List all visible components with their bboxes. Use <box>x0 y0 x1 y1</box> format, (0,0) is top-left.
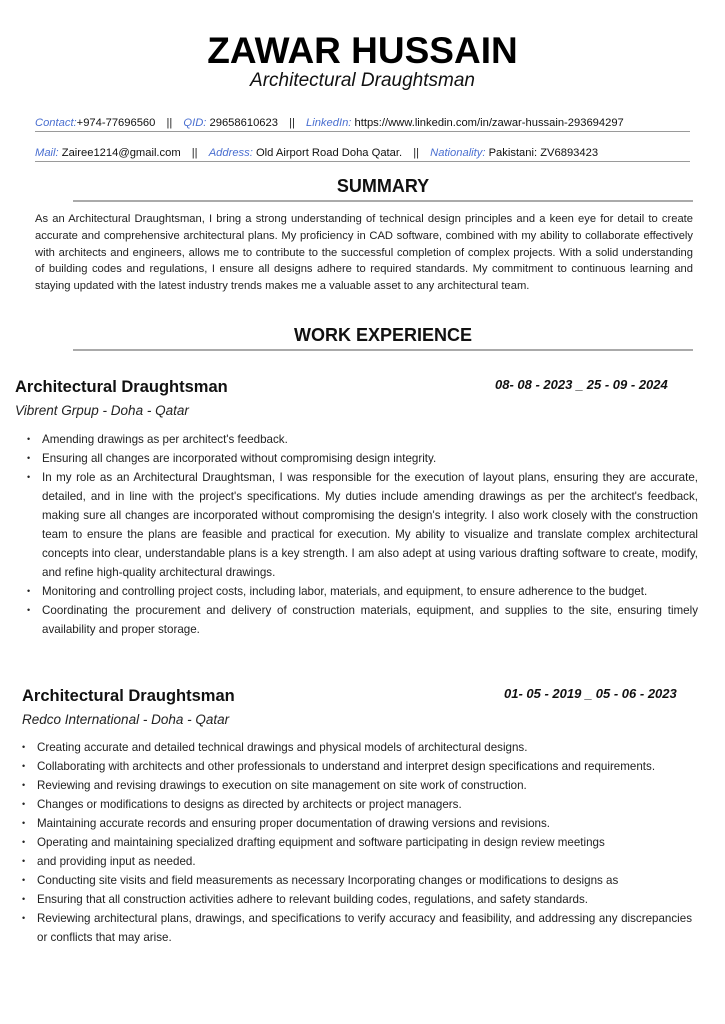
qid-value: 29658610623 <box>209 117 278 129</box>
job-title: Architectural Draughtsman <box>22 687 235 705</box>
bullet-item: • Collaborating with architects and other professionals to understand and interpret design specifications and requirements. <box>22 757 692 776</box>
address-label: Address: <box>208 147 253 159</box>
separator: || <box>166 117 173 129</box>
bullet-item: • Reviewing architectural plans, drawings, and specifications to verify accuracy and feasibility, and addressing any discrepancies or conflicts that may arise. <box>22 909 692 947</box>
job-dates: 08- 08 - 2023 _ 25 - 09 - 2024 <box>495 377 668 392</box>
job-dates: 01- 05 - 2019 _ 05 - 06 - 2023 <box>504 686 677 701</box>
bullet-item: • Amending drawings as per architect's feedback. <box>27 430 698 449</box>
bullet-item: • Reviewing and revising drawings to execution on site management on site work of construction. <box>22 776 692 795</box>
job-2-bullets <box>22 738 692 947</box>
linkedin-label: LinkedIn: <box>306 117 352 129</box>
contact-line-1 <box>35 117 690 132</box>
summary-heading: SUMMARY <box>73 176 693 202</box>
candidate-name: ZAWAR HUSSAIN <box>207 30 518 71</box>
contact-line-2 <box>35 147 690 162</box>
work-experience-heading: WORK EXPERIENCE <box>73 325 693 351</box>
bullet-item: • Creating accurate and detailed technical drawings and physical models of architectural designs. <box>22 738 692 757</box>
summary-text: As an Architectural Draughtsman, I bring a strong understanding of technical design principles and a keen eye for detail to create accurate and comprehensive architectural plans. My proficiency in CAD software, combined with my ability to collaborate effectively with architects and engineers, allows me to contribute to the successful completion of complex projects. With a solid understanding of building codes and regulations, I ensure all designs adhere to required standards. My commitment to continuous learning and staying updated with the latest industry trends makes me a valuable asset to any architectural team. <box>35 213 693 293</box>
separator: || <box>289 117 295 129</box>
separator: || <box>413 147 420 159</box>
qid-label: QID: <box>183 117 207 129</box>
email-link[interactable]: Zairee1214@gmail.com <box>61 147 181 159</box>
job-company: Vibrent Grpup - Doha - Qatar <box>15 403 189 418</box>
bullet-item: • Coordinating the procurement and delivery of construction materials, equipment, and supplies to the site, ensuring timely availability and proper storage. <box>27 601 698 639</box>
nationality-value: Pakistani: ZV6893423 <box>488 147 599 159</box>
job-title: Architectural Draughtsman <box>15 378 228 396</box>
bullet-item: • In my role as an Architectural Draughtsman, I was responsible for the execution of layout plans, ensuring they are accurate, detailed, and in line with the project's specifications. My duties include amending drawings as per the architect's feedback, making sure all changes are incorporated without compromising the design's integrity. I also work closely with the construction team to ensure the plans are feasible and practical for execution. My ability to visualize and translate complex architectural concepts into clear, understandable plans is a key strength. I am also adept at using various drafting software to create, modify, and refine high-quality architectural drawings. <box>27 468 698 582</box>
contact-label: Contact: <box>35 117 77 129</box>
contact-phone: +974-77696560 <box>76 117 156 129</box>
separator: || <box>191 147 198 159</box>
bullet-item: • Monitoring and controlling project costs, including labor, materials, and equipment, to ensure adherence to the budget. <box>27 582 698 601</box>
bullet-item: • Changes or modifications to designs as directed by architects or project managers. <box>22 795 692 814</box>
mail-label: Mail: <box>35 147 59 159</box>
bullet-item: • Operating and maintaining specialized drafting equipment and software participating in design review meetings <box>22 833 692 852</box>
bullet-item: • Ensuring that all construction activities adhere to relevant building codes, regulations, and safety standards. <box>22 890 692 909</box>
candidate-role: Architectural Draughtsman <box>250 70 475 91</box>
bullet-item: • and providing input as needed. <box>22 852 692 871</box>
bullet-item: • Conducting site visits and field measurements as necessary Incorporating changes or modifications to designs as <box>22 871 692 890</box>
address-value: Old Airport Road Doha Qatar. <box>255 147 403 159</box>
linkedin-link[interactable]: https://www.linkedin.com/in/zawar-hussain-293694297 <box>354 117 624 129</box>
bullet-item: • Ensuring all changes are incorporated without compromising design integrity. <box>27 449 698 468</box>
nationality-label: Nationality: <box>430 147 486 159</box>
bullet-item: • Maintaining accurate records and ensuring proper documentation of drawing versions and revisions. <box>22 814 692 833</box>
job-1-bullets <box>27 430 698 639</box>
job-company: Redco International - Doha - Qatar <box>22 712 230 727</box>
